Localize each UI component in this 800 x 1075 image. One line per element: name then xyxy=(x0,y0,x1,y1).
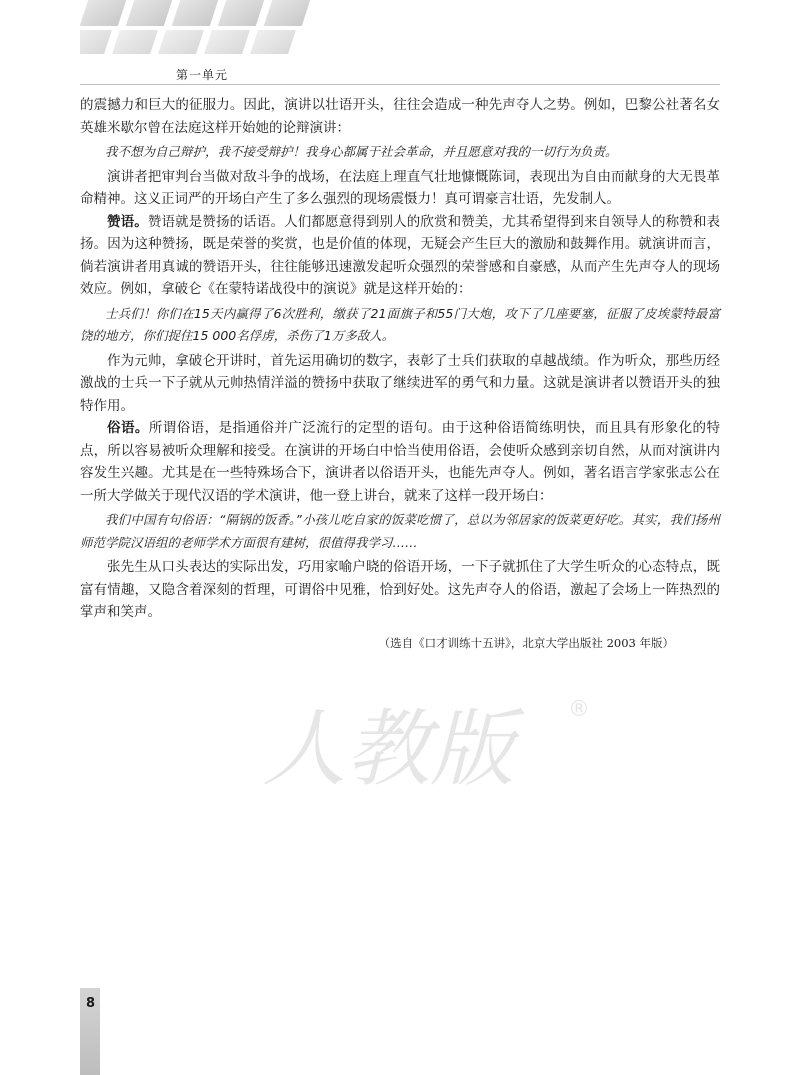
paragraph: 演讲者把审判台当做对敌斗争的战场，在法庭上理直气壮地慷慨陈词，表现出为自由而献身的大无畏革命精神。这义正词严的开场白产生了多么强烈的现场震慑力！真可谓豪言壮语，先发制人。 xyxy=(80,168,720,207)
header-decoration xyxy=(80,0,320,62)
document-body xyxy=(80,94,720,654)
paragraph: 张先生从口头表达的实际出发，巧用家喻户晓的俗语开场，一下子就抓住了大学生听众的心态特点，既富有情趣，又隐含着深刻的哲理，可谓俗中见雅，恰到好处。这先声夺人的俗语，激起了会场上一阵热烈的掌声和笑声。 xyxy=(80,559,720,620)
quote-block: 士兵们！你们在15天内赢得了6次胜利，缴获了21面旗子和55门大炮，攻下了几座要塞，征服了皮埃蒙特最富饶的地方，你们捉住15 000名俘虏，杀伤了1万多敌人。 xyxy=(80,305,720,343)
term-heading: 俗语。 xyxy=(107,420,149,436)
source-citation: （选自《口才训练十五讲》，北京大学出版社 2003 年版） xyxy=(378,635,674,650)
quote-block: 我不想为自己辩护，我不接受辩护！我身心都属于社会革命，并且愿意对我的一切行为负责。 xyxy=(105,144,618,159)
header-divider xyxy=(80,84,720,85)
paragraph: 的震撼力和巨大的征服力。因此，演讲以壮语开头，往往会造成一种先声夺人之势。例如，巴黎公社著名女英雄米歇尔曾在法庭这样开始她的论辩演讲： xyxy=(80,97,720,136)
paragraph: 作为元帅，拿破仑开讲时，首先运用确切的数字，表彰了士兵们获取的卓越战绩。作为听众，那些历经激战的士兵一下子就从元帅热情洋溢的赞扬中获取了继续进军的勇气和力量。这就是演讲者以赞语开头的独特作用。 xyxy=(80,352,720,414)
paragraph-text: 赞语就是赞扬的话语。人们都愿意得到别人的欣赏和赞美，尤其希望得到来自领导人的称赞和表扬。因为这种赞扬，既是荣誉的奖赏，也是价值的体现，无疑会产生巨大的激励和鼓舞作用。就演讲而言，倘若演讲者用真诚的赞语开头，往往能够迅速激发起听众强烈的荣誉感和自豪感，从而产生先声夺人的现场效应。例如，拿破仑《在蒙特诺战役中的演说》就是这样开始的： xyxy=(80,213,720,297)
watermark-text: 人教版 xyxy=(262,700,515,798)
quote-block: 我们中国有句俗语：“隔锅的饭香。”小孩儿吃自家的饭菜吃惯了，总以为邻居家的饭菜更好吃。其实，我们扬州师范学院汉语组的老师学术方面很有建树，很值得我学习…… xyxy=(80,512,720,550)
paragraph-praise xyxy=(80,211,720,301)
registered-mark: ® xyxy=(568,697,590,722)
unit-title: 第一单元 xyxy=(176,68,229,82)
publisher-watermark xyxy=(262,690,592,800)
paragraph-proverb xyxy=(80,417,720,507)
term-heading: 赞语。 xyxy=(107,213,148,230)
page-number: 8 xyxy=(86,996,96,1011)
paragraph-text: 所谓俗语，是指通俗并广泛流行的定型的语句。由于这种俗语简练明快，而且具有形象化的特点，所以容易被听众理解和接受。在演讲的开场白中恰当使用俗语，会使听众感到亲切自然，从而对演讲内容发生兴趣。尤其是在一些特殊场合下，演讲者以俗语开头，也能先声夺人。例如，著名语言学家张志公在一所大学做关于现代汉语的学术演讲，他一登上讲台，就来了这样一段开场白： xyxy=(80,420,721,504)
